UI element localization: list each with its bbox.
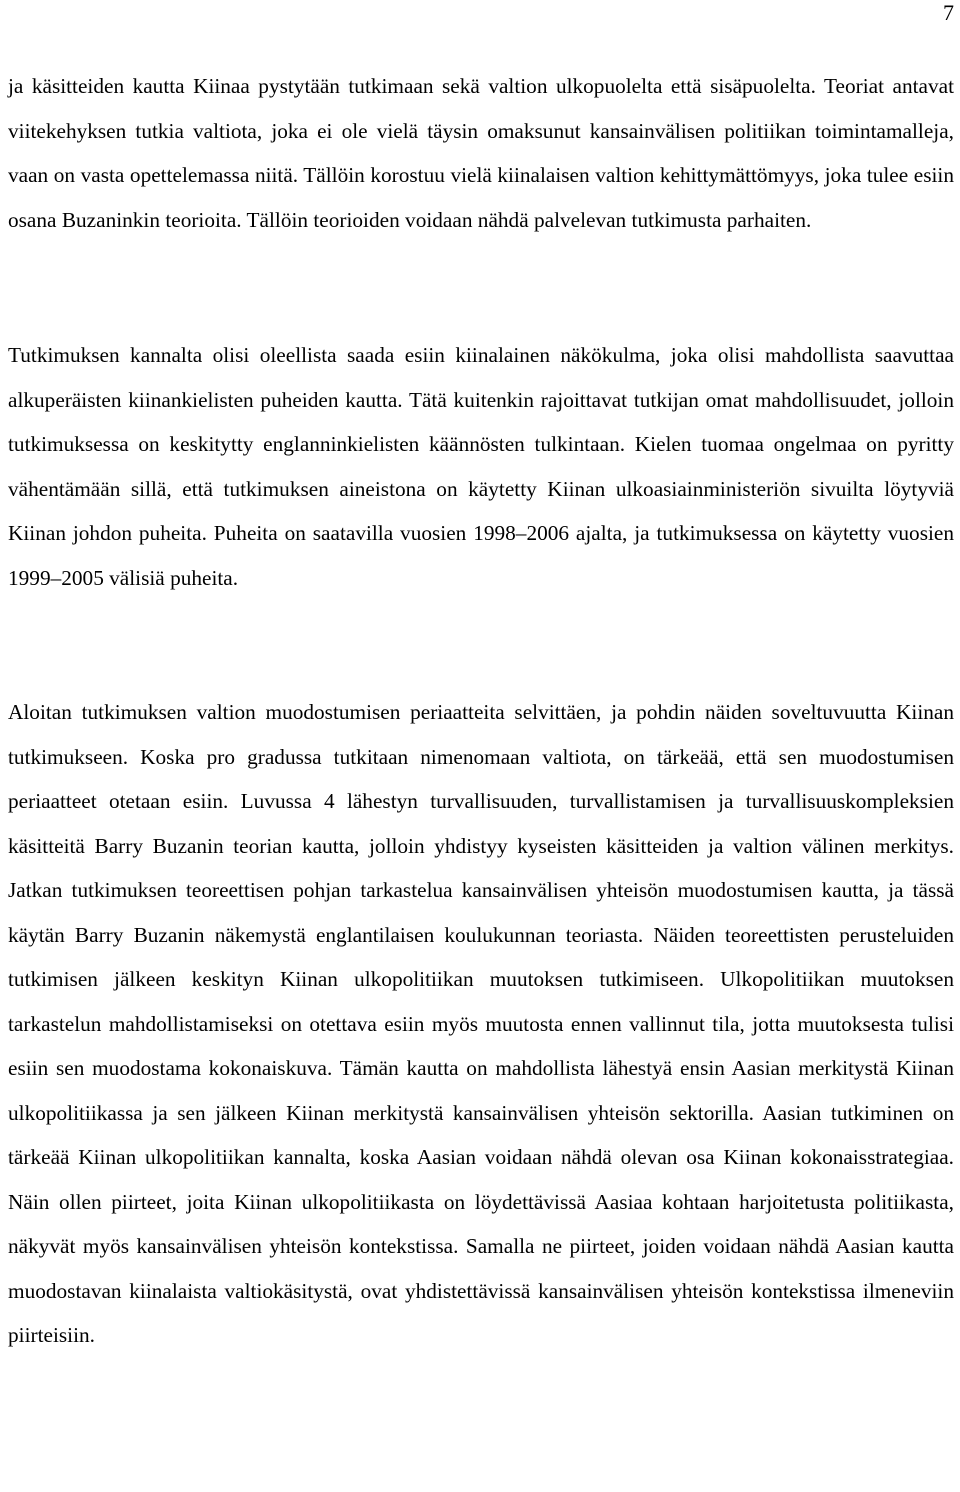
page-number: 7 (943, 0, 954, 25)
body-paragraph: Aloitan tutkimuksen valtion muodostumisen periaatteita selvittäen, ja pohdin näiden soveltuvuutta Kiinan tutkimukseen. Koska pro gradussa tutkitaan nimenomaan valtiota, on tärkeää, että sen muodostumisen periaatteet otetaan esiin. Luvussa 4 lähestyn turvallisuuden, turvallistamisen ja turvallisuuskompleksien käsitteitä Barry Buzanin teorian kautta, jolloin yhdistyy kyseisten käsitteiden ja valtion välinen merkitys. Jatkan tutkimuksen teoreettisen pohjan tarkastelua kansainvälisen yhteisön muodostumisen kautta, ja tässä käytän Barry Buzanin näkemystä englantilaisen koulukunnan teoriasta. Näiden teoreettisten perusteluiden tutkimisen jälkeen keskityn Kiinan ulkopolitiikan muutoksen tutkimiseen. Ulkopolitiikan muutoksen tarkastelun mahdollistamiseksi on otettava esiin myös muutosta ennen vallinnut tila, jotta muutoksesta tulisi esiin sen muodostama kokonaiskuva. Tämän kautta on mahdollista lähestyä ensin Aasian merkitystä Kiinan ulkopolitiikassa ja sen jälkeen Kiinan merkitystä kansainvälisen yhteisön sektorilla. Aasian tutkiminen on tärkeää Kiinan ulkopolitiikan kannalta, koska Aasian voidaan nähdä olevan osa Kiinan kokonaisstrategiaa. Näin ollen piirteet, joita Kiinan ulkopolitiikasta on löydettävissä Aasiaa kohtaan harjoitetusta politiikasta, näkyvät myös kansainvälisen yhteisön kontekstissa. Samalla ne piirteet, joiden voidaan nähdä Aasian kautta muodostavan kiinalaista valtiokäsitystä, ovat yhdistettävissä kansainvälisen yhteisön kontekstissa ilmeneviin piirteisiin. (8, 700, 954, 1347)
body-paragraph: ja käsitteiden kautta Kiinaa pystytään tutkimaan sekä valtion ulkopuolelta että sisäpuolelta. Teoriat antavat viitekehyksen tutkia valtiota, joka ei ole vielä täysin omaksunut kansainvälisen politiikan toimintamalleja, vaan on vasta opettelemassa niitä. Tällöin korostuu vielä kiinalaisen valtion kehittymättömyys, joka tulee esiin osana Buzaninkin teorioita. Tällöin teorioiden voidaan nähdä palvelevan tutkimusta parhaiten. (8, 74, 954, 232)
body-paragraph: Tutkimuksen kannalta olisi oleellista saada esiin kiinalainen näkökulma, joka olisi mahdollista saavuttaa alkuperäisten kiinankielisten puheiden kautta. Tätä kuitenkin rajoittavat tutkijan omat mahdollisuudet, jolloin tutkimuksessa on keskitytty englanninkielisten käännösten tulkintaan. Kielen tuomaa ongelmaa on pyritty vähentämään sillä, että tutkimuksen aineistona on käytetty Kiinan ulkoasiainministeriön sivuilta löytyviä Kiinan johdon puheita. Puheita on saatavilla vuosien 1998–2006 ajalta, ja tutkimuksessa on käytetty vuosien 1999–2005 välisiä puheita. (8, 343, 954, 590)
